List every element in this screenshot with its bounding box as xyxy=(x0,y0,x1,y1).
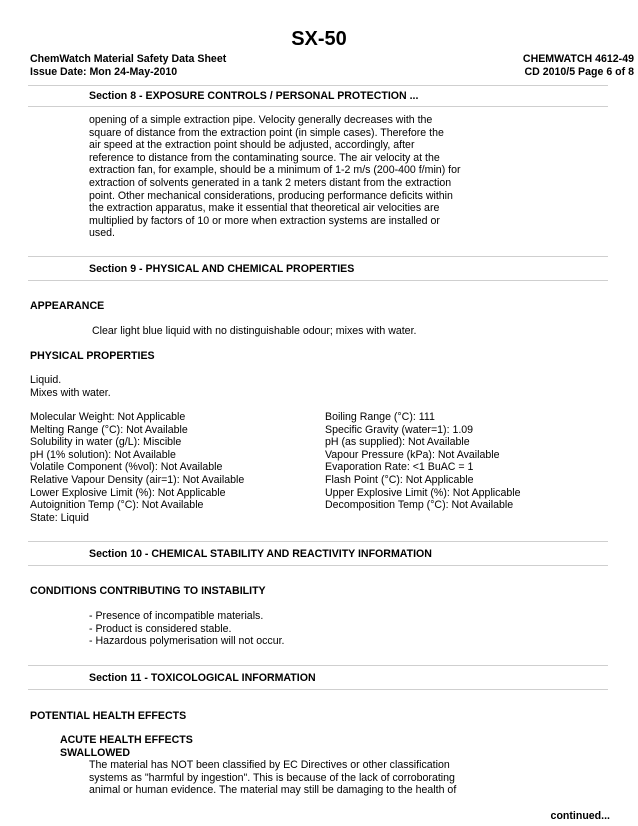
property-item: Autoignition Temp (°C): Not Available xyxy=(30,499,204,512)
property-item: Evaporation Rate: <1 BuAC = 1 xyxy=(325,461,474,474)
continued-label: continued... xyxy=(550,810,610,822)
text-line: Liquid. xyxy=(30,374,62,386)
section-11-heading: Section 11 - TOXICOLOGICAL INFORMATION xyxy=(89,672,316,684)
text-line: animal or human evidence. The material may still be damaging to the health of xyxy=(89,784,457,797)
text-line: the extraction apparatus, make it essential that theoretical air velocities are xyxy=(89,202,440,215)
text-line: multiplied by factors of 10 or more when extraction systems are installed or xyxy=(89,214,440,227)
section-10-heading: Section 10 - CHEMICAL STABILITY AND REACTIVITY INFORMATION xyxy=(89,548,432,560)
physical-intro xyxy=(30,374,111,399)
swallowed-title: SWALLOWED xyxy=(60,746,131,759)
divider xyxy=(28,565,608,566)
list-item: - Hazardous polymerisation will not occur. xyxy=(89,635,285,648)
properties-right-column xyxy=(325,411,520,512)
appearance-text: Clear light blue liquid with no distinguishable odour; mixes with water. xyxy=(92,325,417,337)
property-item: Relative Vapour Density (air=1): Not Available xyxy=(30,473,245,486)
property-item: Boiling Range (°C): 111 xyxy=(325,411,435,423)
text-line: extraction of solvents generated in a tank 2 meters distant from the extraction xyxy=(89,176,452,189)
conditions-title: CONDITIONS CONTRIBUTING TO INSTABILITY xyxy=(30,585,266,597)
text-line: air speed at the extraction point should be adjusted, accordingly, after xyxy=(89,139,415,152)
header-left xyxy=(30,53,226,79)
header-right xyxy=(523,53,634,79)
acute-title: ACUTE HEALTH EFFECTS xyxy=(60,734,193,746)
text-line: point. Other mechanical considerations, producing performance deficits within xyxy=(89,189,453,202)
property-item: Melting Range (°C): Not Available xyxy=(30,423,188,436)
header-source: ChemWatch Material Safety Data Sheet xyxy=(30,53,227,65)
chemwatch-id: CHEMWATCH 4612-49 xyxy=(522,53,634,65)
property-item: Flash Point (°C): Not Applicable xyxy=(325,473,474,486)
physical-properties-title: PHYSICAL PROPERTIES xyxy=(30,350,155,362)
property-item: Solubility in water (g/L): Miscible xyxy=(30,436,182,449)
acute-effects-heading xyxy=(60,734,193,759)
document-title: SX-50 xyxy=(291,28,347,50)
divider xyxy=(28,106,608,107)
section-8-text xyxy=(89,114,489,240)
property-item: pH (as supplied): Not Available xyxy=(325,436,470,449)
list-item: - Product is considered stable. xyxy=(89,622,232,635)
text-line: The material has NOT been classified by EC Directives or other classification xyxy=(89,759,450,771)
section-8-heading: Section 8 - EXPOSURE CONTROLS / PERSONAL PROTECTION ... xyxy=(89,90,419,102)
divider xyxy=(28,85,608,86)
property-item: Vapour Pressure (kPa): Not Available xyxy=(325,448,500,461)
section-9-heading: Section 9 - PHYSICAL AND CHEMICAL PROPERTIES xyxy=(89,263,355,275)
text-line: systems as "harmful by ingestion". This is because of the lack of corroborating xyxy=(89,771,455,784)
swallowed-text xyxy=(89,759,509,797)
text-line: opening of a simple extraction pipe. Velocity generally decreases with the xyxy=(89,114,433,126)
divider xyxy=(28,280,608,281)
properties-left-column xyxy=(30,411,244,524)
text-line: Mixes with water. xyxy=(30,386,111,399)
divider xyxy=(28,541,608,542)
appearance-title: APPEARANCE xyxy=(30,300,105,312)
divider xyxy=(28,689,608,690)
property-item: Lower Explosive Limit (%): Not Applicable xyxy=(30,486,226,499)
text-line: reference to distance from the contaminating source. The air velocity at the xyxy=(89,151,440,164)
property-item: Volatile Component (%vol): Not Available xyxy=(30,461,223,474)
property-item: Decomposition Temp (°C): Not Available xyxy=(325,499,514,512)
property-item: pH (1% solution): Not Available xyxy=(30,448,176,461)
list-item: - Presence of incompatible materials. xyxy=(89,610,264,622)
divider xyxy=(28,665,608,666)
text-line: used. xyxy=(89,227,115,240)
divider xyxy=(28,256,608,257)
conditions-list xyxy=(89,610,284,648)
property-item: Molecular Weight: Not Applicable xyxy=(30,411,186,423)
property-item: Specific Gravity (water=1): 1.09 xyxy=(325,423,474,436)
text-line: square of distance from the extraction point (in simple cases). Therefore the xyxy=(89,126,444,139)
property-item: State: Liquid xyxy=(30,511,89,524)
text-line: extraction fan, for example, should be a minimum of 1-2 m/s (200-400 f/min) for xyxy=(89,164,461,177)
issue-date: Issue Date: Mon 24-May-2010 xyxy=(30,66,178,78)
potential-health-effects-title: POTENTIAL HEALTH EFFECTS xyxy=(30,710,187,722)
property-item: Upper Explosive Limit (%): Not Applicable xyxy=(325,486,521,499)
page-number: CD 2010/5 Page 6 of 8 xyxy=(524,66,634,78)
